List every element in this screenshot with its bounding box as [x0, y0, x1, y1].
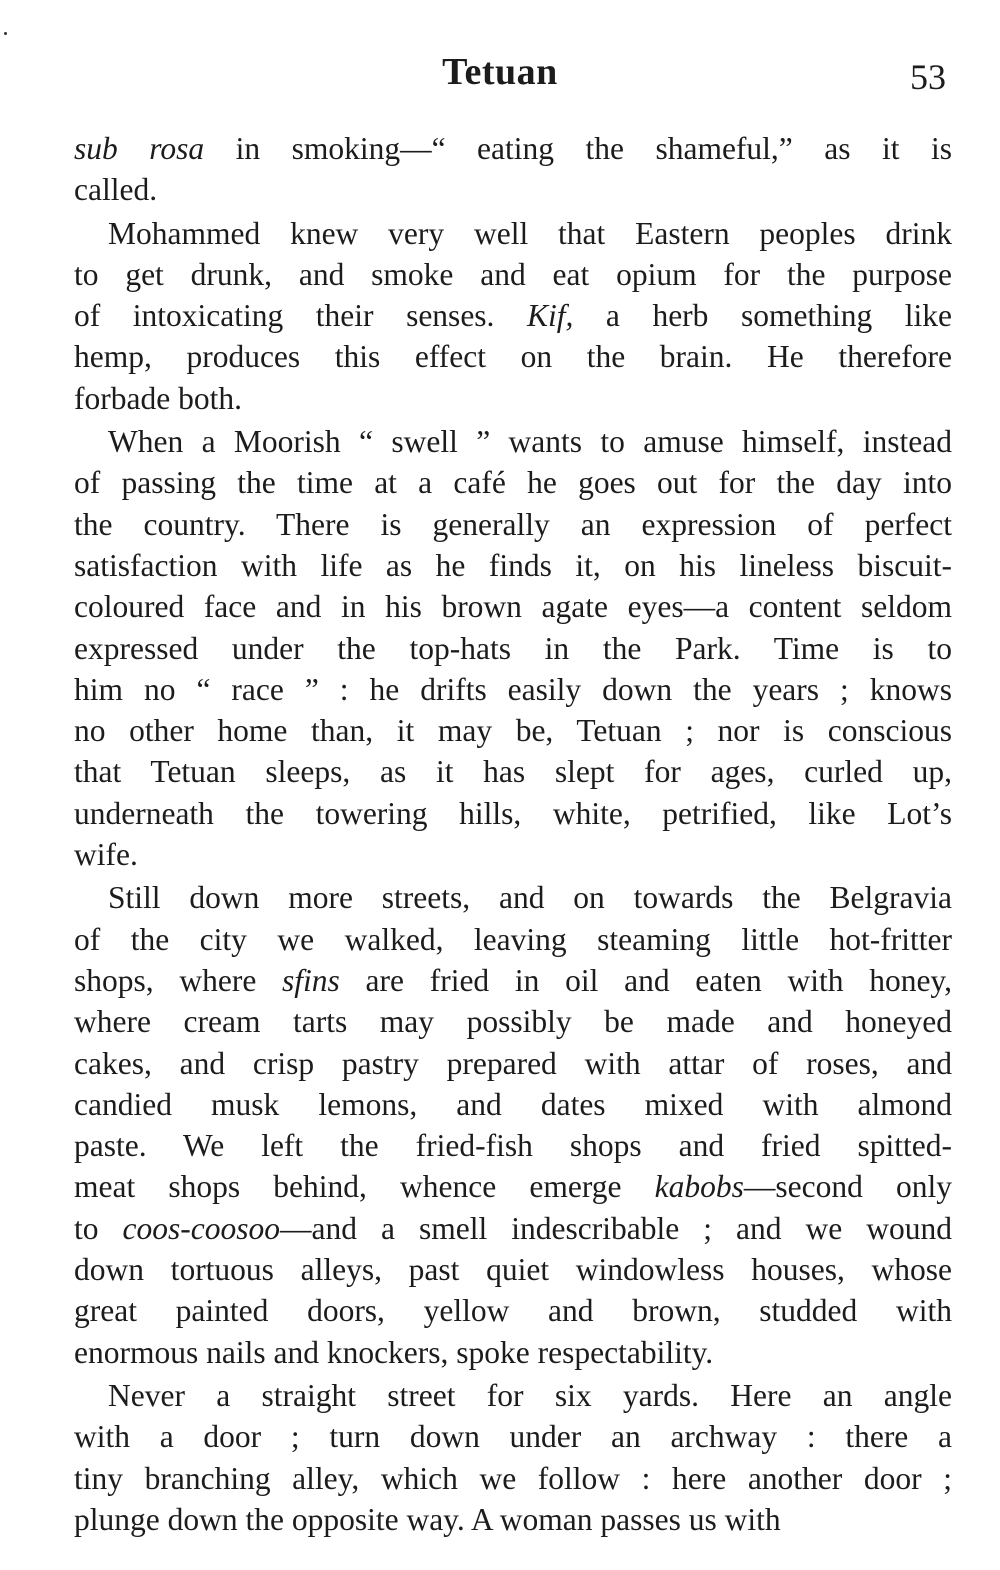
text-line: down tortuous alleys, past quiet windowless houses, whose: [74, 1252, 952, 1288]
text-line: that Tetuan sleeps, as it has slept for ages, curled up,: [74, 754, 952, 790]
text-segment: —and a smell indescribable ; and we wound: [280, 1210, 952, 1246]
text-segment: —second only: [743, 1169, 952, 1205]
running-title: Tetuan: [442, 51, 558, 93]
text-line: [74, 128, 952, 169]
text-segment: to: [74, 1210, 123, 1246]
text-line: to get drunk, and smoke and eat opium for the purpose: [74, 256, 952, 292]
text-line: plunge down the opposite way. A woman passes us with: [74, 1501, 781, 1537]
text-line: called.: [74, 172, 158, 208]
text-line: the country. There is generally an expression of perfect: [74, 506, 952, 542]
text-line: great painted doors, yellow and brown, studded with: [74, 1293, 952, 1329]
text-line: coloured face and in his brown agate eyes—a content seldom: [74, 589, 952, 625]
text-line: underneath the towering hills, white, petrified, like Lot’s: [74, 795, 952, 831]
text-line: tiny branching alley, which we follow : here another door ;: [74, 1460, 952, 1496]
text-line: with a door ; turn down under an archway : there a: [74, 1419, 952, 1455]
text-line: enormous nails and knockers, spoke respectability.: [74, 1334, 714, 1370]
italic-term: kabobs: [654, 1169, 744, 1205]
text-segment: are fried in oil and eaten with honey,: [339, 962, 952, 998]
italic-term: sfins: [282, 962, 340, 998]
text-line: [74, 1208, 952, 1249]
text-line: [74, 295, 952, 336]
text-line: hemp, produces this effect on the brain. He therefore: [74, 339, 952, 375]
text-line: where cream tarts may possibly be made and honeyed: [74, 1004, 952, 1040]
text-line: cakes, and crisp pastry prepared with attar of roses, and: [74, 1045, 952, 1081]
text-line: Still down more streets, and on towards the Belgravia: [108, 880, 952, 916]
text-line: wife.: [74, 837, 138, 873]
text-segment: meat shops behind, whence emerge: [74, 1169, 655, 1205]
page-header: [0, 50, 1000, 102]
text-line: him no “ race ” : he drifts easily down the years ; knows: [74, 671, 952, 707]
body-text: [74, 128, 952, 1540]
text-line: Never a straight street for six yards. Here an angle: [108, 1377, 952, 1413]
text-line: no other home than, it may be, Tetuan ; nor is conscious: [74, 713, 952, 749]
text-segment: of intoxicating their senses.: [74, 298, 527, 334]
italic-term: sub rosa: [74, 131, 205, 166]
page-number: 53: [910, 57, 946, 97]
text-segment: a herb something like: [573, 298, 952, 334]
text-line: expressed under the top-hats in the Park. Time is to: [74, 630, 952, 666]
text-line: paste. We left the fried-fish shops and fried spitted-: [74, 1128, 952, 1164]
italic-term: coos-coosoo: [122, 1210, 281, 1246]
text-segment: in smoking—“ eating the shameful,” as it is: [204, 131, 952, 166]
text-line: Mohammed knew very well that Eastern peoples drink: [108, 215, 952, 251]
text-line: When a Moorish “ swell ” wants to amuse himself, instead: [108, 424, 952, 460]
text-segment: shops, where: [74, 962, 283, 998]
print-speck: [4, 32, 7, 35]
text-line: candied musk lemons, and dates mixed with almond: [74, 1086, 952, 1122]
text-line: of passing the time at a café he goes out for the day into: [74, 465, 952, 501]
italic-term: Kif,: [526, 298, 574, 334]
text-line: forbade both.: [74, 380, 242, 416]
text-line: [74, 960, 952, 1001]
text-line: satisfaction with life as he finds it, on his lineless biscuit-: [74, 547, 952, 583]
text-line: of the city we walked, leaving steaming little hot-fritter: [74, 921, 952, 957]
text-line: [74, 1166, 952, 1207]
